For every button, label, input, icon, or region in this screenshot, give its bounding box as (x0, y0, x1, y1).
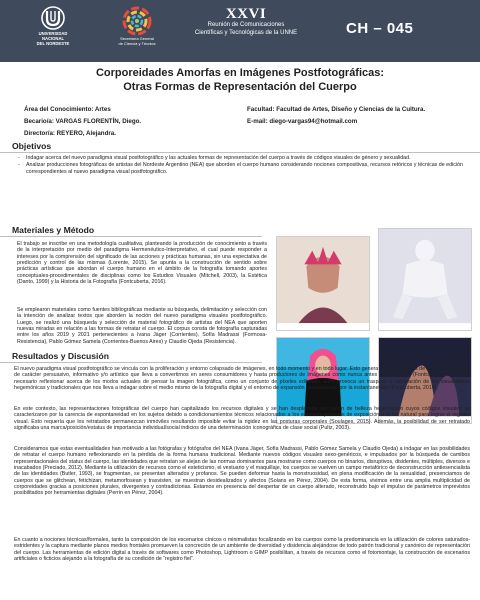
faculty: Facultad: Facultad de Artes, Diseño y Ciencias de la Cultura. (247, 106, 426, 113)
fellow-name: Becario/a: VARGAS FLORENTÍN, Diego. (24, 118, 142, 125)
resultados-paragraph-4: En cuanto a nociones técnicas/formales, tanto la composición de los escenarios cínicos o minimalistas focalizando en los cuerpos como la predominancia en la utilización de colores saturados-estridentes y la captura mediante planos medios frontales promueven la concreción de un ambiente de diversidad y disidencia alejándose de todo patrón tradicional y canónico de representación del cuerpo. Las herramientas de edición digital a través de softwares como Photoshop, Lightroom o GIMP posibilitan, a través de recursos como el fotomontaje, la construcción de escenarios artificiales o ficticios alejando a la fotografía de su condición de “registro fiel”. (14, 537, 470, 563)
meta-right (247, 104, 472, 128)
divider (0, 236, 262, 237)
sgcyt-logo (110, 6, 164, 47)
page-title (20, 66, 460, 94)
event-line2: Científicas y Tecnológicas de la UNNE (194, 29, 298, 36)
unne-name: UNIVERSIDAD NACIONAL DEL NORDESTE (36, 31, 70, 46)
objetivos-list (18, 155, 470, 176)
divider (0, 362, 262, 363)
unne-logo (30, 6, 76, 46)
header-bar (0, 0, 480, 62)
resultados-heading: Resultados y Discusión (12, 351, 109, 361)
title-line1: Corporeidades Amorfas en Imágenes Postfotográficas: (95, 67, 385, 79)
materiales-heading: Materiales y Método (12, 225, 95, 235)
unne-emblem-icon (41, 6, 65, 30)
materiales-paragraph-1: El trabajo se inscribe en una metodología cualitativa, planteando la producción de conocimiento a través de la interpretación por medio del paradigma Hermenéutico-Interpretativo, el cual puede responder a intereses por la comprensión del significado de las acciones y prácticas humanas, sin una expectativa de predicción y control de las mismas (Lorente, 2015). Se apunta a la construcción de sentido sobre prácticas artísticas que abordan el cuerpo humano en el ámbito de la fotografía tomando aportes conceptuales-procedimentales de disciplinas como los Estudios Visuales (Mitchell, 2003), la Estética (Danto, 1999) y la Historia de la Fotografía (Fontcuberta, 2016). (17, 241, 267, 286)
materiales-paragraph-2: Se emplearon materiales como fuentes bibliográficas mediante su búsqueda, delimitación y selección con la intención de analizar textos que aborden la noción del nuevo paradigma visuales postfotográfico. Luego, se realizó una búsqueda y selección de material fotográfico de artistas del NEA que aporten nuevas miradas en relación a las formas de retratar el cuerpo. El corpus consta de fotografía capturadas entre los años 2019 y 2021 pertenecientes a Ivana Jäger (Corrientes), Sofía Madrassi (Formosa-Resistencia), Pablo Gómez Samela (Corrientes-Buenos Aires) y Claudio Ojeda (Resistencia). (17, 307, 267, 345)
event-line1: Reunión de Comunicaciones (207, 22, 285, 28)
color-wheel-icon (122, 6, 152, 36)
resultados-paragraph-1: El nuevo paradigma visual postfotográfico se vincula con la proliferación y entorno colapsado de imágenes, en todo momento y en todo lugar. Esto genera una abundancia de estímulos visuales de carácter persuasivo, informativo y/o artístico que lleva a convertirnos en seres consumidores y hasta productores de imágenes como nunca antes en la historia (Fontcuberta, 2016). Es necesario reflexionar acerca de los modos actuales de pensar la imagen fotográfica, como un conjunto de píxeles editables. Esto provoca un traspaso o superación de las visualidades hegemónicas y tradicionales que nos lleva a indagar sobre el medio mismo de la fotografía digital y el entorno de expansión caracterizado por la instantaneidad (Fontcuberta, 2016). (14, 366, 470, 392)
list-item: - Indagar acerca del nuevo paradigma visual postfotográfico y las actuales formas de representación del cuerpo a través de códigos visuales de género y sexualidad. (18, 155, 470, 161)
title-line2: Otras Formas de Representación del Cuerpo (123, 81, 357, 93)
resultados-paragraph-3: Consideramos que estas eventualidades han motivado a las fotógrafas y fotógrafos del NEA (Ivana Jäger, Sofía Madrassi, Pablo Gómez Samela y Claudio Ojeda) a indagar en las posibilidades de retratar el cuerpo humano reflexionando en la pérdida de la forma humana tradicional. Mediante nuevos códigos visuales sexo-genéricos, e impulsados por la búsqueda de camibos representacionales del status del cuerpo, las identidades que retratan se alejan de las normas dominantes para mostrarse como cuerpos no binarios, disruptivos, disidentes, múltiples, diversos e inacabados (Preciado, 2012). Mediante la utilización de recursos como el esteticismo, el vestuario y el maquillaje, los cuerpos se vuelven un campo metafórico de deconstrucción antiesencialista de las identidades (Butler, 1993), se fragmentan, se presentan alterados y profanos. Se pueden deformar hasta la monstruosidad, en plena modificación de la sexualidad, presenciamos de cuerpos que se glitchean, fetichizan, metamorfosean y trasvisten, se muestran desidealizados y afectos (Solans en Pérez, 2004). De esta forma, vivimos entre una amplia multiplicidad de corporeidades gracias a posiciones plurales, divergentes y contradictorias. Estamos en presencia del despertar de un cuerpo alterado, reconstruido bajo el impulso de parámetros imprevistos posibilitados por herramientas digitales (Perrin en Pérez, 2004). (14, 446, 470, 497)
sgcyt-name: Secretaría General de Ciencia y Técnica (118, 36, 156, 46)
knowledge-area: Área del Conocimiento: Artes (24, 106, 111, 113)
poster-code: CH – 045 (346, 20, 414, 37)
resultados-paragraph-2: En este contexto, las representaciones fotográficas del cuerpo han capitalizado los recursos digitales y se han desplazado del canon de belleza hegemónico cuyos códigos visuales se caracterizaron por la carencia de espontaneidad en los sujetos debido a condicionamientos técnicos relacionados a los extensos períodos de exposición a la luz natural para lograr el registro visual. Esto requería que los retratados permanezcan inmóviles resultando imposible evitar la rigidez en las posturas corporales (Soulages, 2015). Además, la posibilidad de ser retratado significaba una marca/posición/estatus de importancia individual/social indicios de una determinación iconográfica de clase social (Pultz, 2003). (14, 406, 470, 432)
director-name: Director/a: REYERO, Alejandra. (24, 130, 116, 137)
objetivos-heading: Objetivos (12, 141, 52, 151)
event-block (186, 6, 306, 37)
contact-email: E-mail: diego-vargas94@hotmail.com (247, 118, 358, 125)
list-item: - Analizar producciones fotográficas de artistas del Nordeste Argentino (NEA) que aborden el cuerpo humano considerando nociones compositivas, recursos retóricos y técnicas de edición correspondientes al nuevo paradigma visual postfotográfico. (18, 162, 470, 175)
meta-left (24, 104, 234, 140)
event-number: XXVI (225, 6, 267, 22)
photo-portrait-crown (276, 236, 370, 331)
photo-white-body (378, 228, 472, 331)
divider (0, 152, 480, 153)
